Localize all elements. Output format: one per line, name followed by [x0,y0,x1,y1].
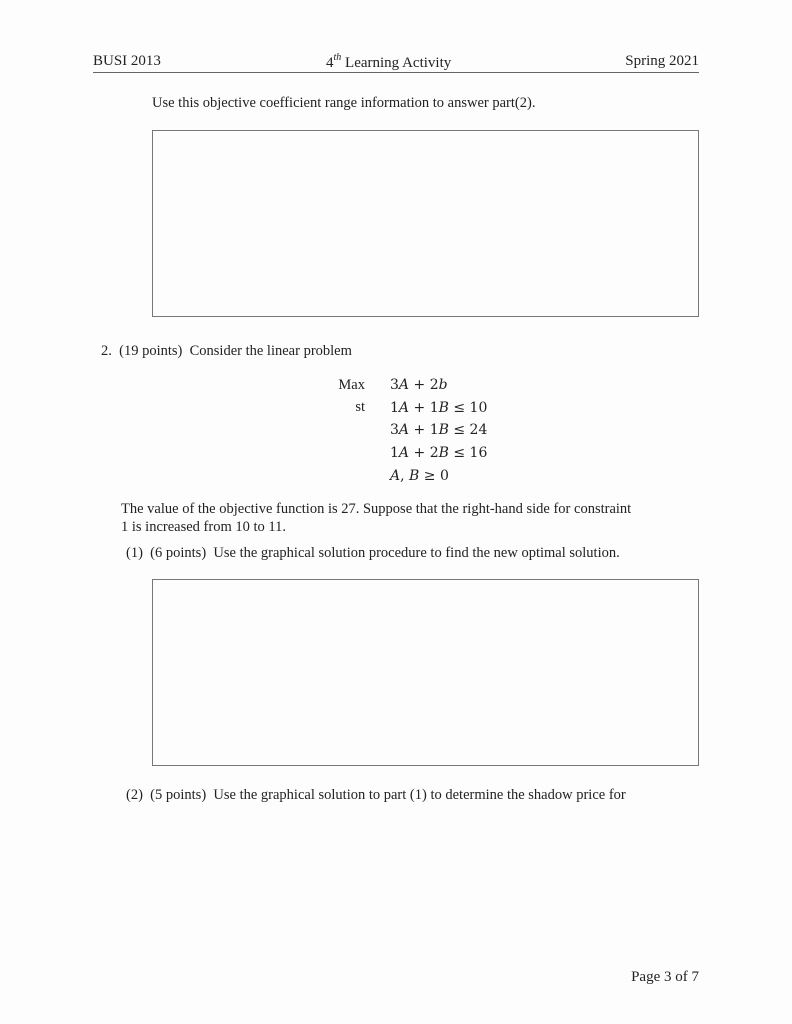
lp-objective-row [330,374,487,397]
intro-text: Use this objective coefficient range information to answer part(2). [152,95,536,111]
question-number: 2. [101,343,112,359]
question-points: (19 points) [119,343,183,359]
header-activity-number: 4 [326,55,334,71]
header-rule [93,72,699,73]
question-2-heading [101,343,352,360]
lp-constraint-row [330,397,487,420]
part-1-text [126,545,620,562]
part-2-points: (5 points) [150,787,207,803]
header-course: BUSI 2013 [93,53,161,69]
part-2-question: Use the graphical solution to part (1) to determine the shadow price for [213,787,626,803]
answer-box-part-intro[interactable] [152,130,699,317]
lp-constraint-row [330,442,487,465]
part-2-text [126,787,626,804]
lp-objective: 3A + 2b [390,377,448,394]
linear-program [330,374,487,487]
question-prompt: Consider the linear problem [189,343,352,359]
lp-constraints-label: st [355,399,365,416]
page-number: Page 3 of 7 [631,969,699,985]
header-term: Spring 2021 [625,53,699,69]
lp-constraint-1: 1A + 1B ≤ 10 [390,399,488,416]
lp-constraint-row [330,419,487,442]
lp-objective-label: Max [338,376,365,393]
part-1-points: (6 points) [150,545,207,561]
header-activity-superscript: th [333,52,342,63]
lp-nonnegativity: A, B ≥ 0 [390,467,449,484]
header-activity [326,53,451,72]
lp-constraint-3: 1A + 2B ≤ 16 [390,445,488,462]
context-line-1: The value of the objective function is 27. Suppose that the right-hand side for constraint [121,501,632,517]
lp-nonnegativity-row [330,464,487,487]
answer-box-part-1[interactable] [152,579,699,766]
context-line-2: 1 is increased from 10 to 11. [121,519,286,535]
part-1-question: Use the graphical solution procedure to find the new optimal solution. [213,545,620,561]
part-1-number: (1) [126,545,143,561]
lp-constraint-2: 3A + 1B ≤ 24 [390,422,488,439]
header-activity-label: Learning Activity [345,55,452,71]
part-2-number: (2) [126,787,143,803]
